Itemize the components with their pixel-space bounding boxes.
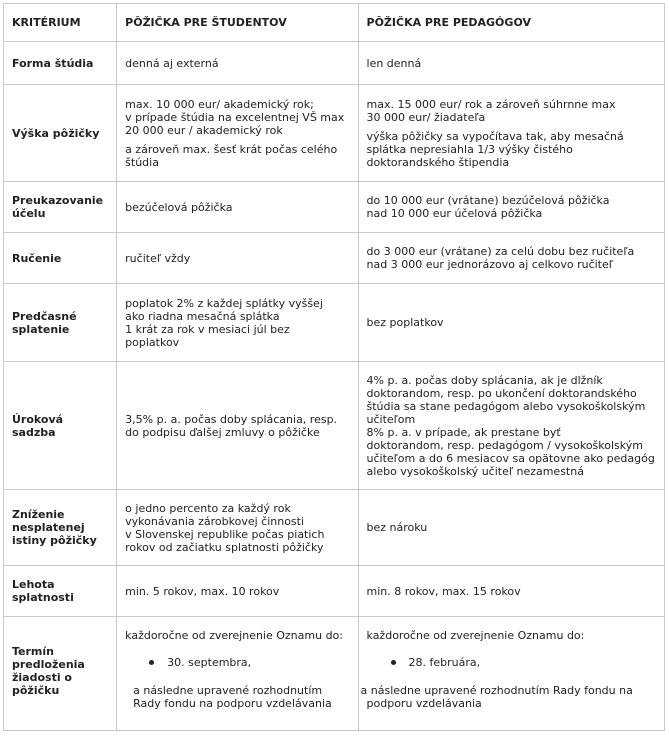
teachers-early: bez poplatkov [359,284,665,362]
text-line: v Slovenskej republike počas piatich [125,527,325,541]
label-line: Termín [12,645,54,658]
label-line: Predčasné [12,309,77,323]
students-purpose: bezúčelová pôžička [117,182,358,233]
label-guarantee: Ručenie [4,233,117,284]
text-line: každoročne od zverejnenie Oznamu do: [366,629,585,642]
header-row [4,4,665,42]
header-criterion: KRITÉRIUM [4,4,117,42]
teachers-amount [359,85,665,182]
label-purpose [4,182,117,233]
label-line: sadzba [12,425,56,439]
label-form: Forma štúdia [4,42,117,85]
row-amount [4,85,665,182]
text-line: Rady fondu na podporu vzdelávania [133,697,332,710]
teachers-form: len denná [359,42,665,85]
text-line: štúdia sa stane pedagógom alebo vysokoškolským [366,399,646,413]
row-deadline [4,617,665,731]
text-line: splátka nepresiahla 1/3 výšky čistého [366,142,573,156]
students-early [117,284,358,362]
teachers-term: min. 8 rokov, max. 15 rokov [359,566,665,617]
row-form [4,42,665,85]
label-line: Zníženie [12,508,65,521]
label-early [4,284,117,362]
deadline-list [367,656,656,669]
text-line: doktorandského štipendia [366,155,510,169]
text-line: vykonávania zárobkovej činnosti [125,514,305,528]
text-line: do 3 000 eur (vrátane) za celú dobu bez ručiteľa [366,245,635,258]
students-amount [117,85,358,182]
text-line: a zároveň max. šesť krát počas celého [125,142,338,156]
text-line: ako riadna mesačná splátka [125,309,280,323]
label-interest [4,362,117,490]
text-line: doktorandom, resp. po ukončení doktorandského [366,386,637,400]
text-line: a následne upravené rozhodnutím Rady fondu na [360,684,633,697]
text-line: max. 10 000 eur/ akademický rok; [125,97,314,111]
text-line: do podpisu ďalšej zmluvy o pôžičke [125,425,320,439]
label-line: žiadosti o [12,671,72,684]
label-line: Lehota [12,578,55,591]
text-line: o jedno percento za každý rok [125,501,291,515]
students-deadline [117,617,358,731]
text-line: 1 krát za rok v mesiaci júl bez [125,322,290,336]
text-line: max. 15 000 eur/ rok a zároveň súhrnne max [366,97,616,111]
label-line: pôžičku [12,684,60,697]
text-line: poplatkov [125,335,180,349]
text-line: v prípade štúdia na excelentnej VŠ max [125,110,345,124]
text-line: do 10 000 eur (vrátane) bezúčelová pôžička [366,194,610,207]
teachers-purpose [359,182,665,233]
text-line: 20 000 eur / akademický rok [125,123,283,137]
label-deadline [4,617,117,731]
label-line: nesplatenej [12,521,85,534]
text-line: 3,5% p. a. počas doby splácania, resp. [125,412,338,426]
row-interest [4,362,665,490]
row-reduction [4,490,665,566]
comparison-table [3,3,665,731]
teachers-reduction: bez nároku [359,490,665,566]
text-line: doktorandom, resp. pedagógom / vysokoškolským [366,438,643,452]
label-line: predloženia [12,658,85,671]
label-line: účelu [12,207,46,220]
text-line: učiteľom [366,412,416,426]
row-term [4,566,665,617]
row-purpose [4,182,665,233]
label-line: splatnosti [12,591,74,604]
header-teachers: PÔŽIČKA PRE PEDAGÓGOV [359,4,665,42]
text-line: poplatok 2% z každej splátky vyššej [125,296,323,310]
teachers-deadline [359,617,665,731]
header-students: PÔŽIČKA PRE ŠTUDENTOV [117,4,358,42]
label-line: istiny pôžičky [12,534,97,547]
deadline-date: 28. februára, [367,656,656,669]
label-line: splatenie [12,322,70,336]
students-interest [117,362,358,490]
text-line: a následne upravené rozhodnutím [133,684,323,697]
students-term: min. 5 rokov, max. 10 rokov [117,566,358,617]
deadline-date: 30. septembra, [125,656,349,669]
label-reduction [4,490,117,566]
text-line: 4% p. a. počas doby splácania, ak je dlžník [366,373,603,387]
label-term [4,566,117,617]
text-line: rokov od začiatku splatnosti pôžičky [125,540,324,554]
label-amount: Výška pôžičky [4,85,117,182]
row-early [4,284,665,362]
row-guarantee [4,233,665,284]
students-form: denná aj externá [117,42,358,85]
text-line: podporu vzdelávania [366,697,482,710]
text-line: alebo vysokoškolský učiteľ nezamestná [366,464,584,478]
text-line: 8% p. a. v prípade, ak prestane byť [366,425,561,439]
label-line: Úroková [12,412,64,426]
students-reduction [117,490,358,566]
teachers-interest [359,362,665,490]
students-guarantee: ručiteľ vždy [117,233,358,284]
text-line: výška pôžičky sa vypočítava tak, aby mesačná [366,129,624,143]
text-line: učiteľom a do 6 mesiacov sa opätovne ako pedagóg [366,451,655,465]
text-line: štúdia [125,155,159,169]
text-line: každoročne od zverejnenie Oznamu do: [125,629,343,642]
label-line: Preukazovanie [12,194,104,207]
deadline-list [125,656,349,669]
text-line: 30 000 eur/ žiadateľa [366,110,486,124]
text-line: nad 3 000 eur jednorázovo aj celkovo ručiteľ [366,258,613,271]
text-line: nad 10 000 eur účelová pôžička [366,207,543,220]
teachers-guarantee [359,233,665,284]
